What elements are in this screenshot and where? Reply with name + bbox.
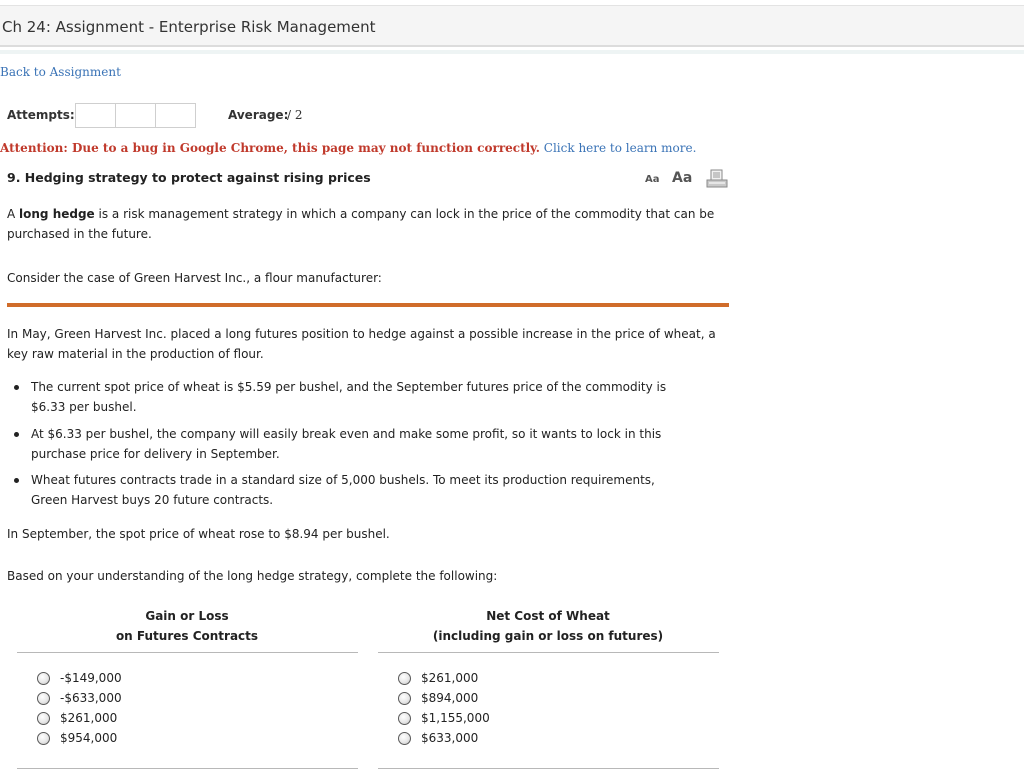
option-label: $894,000 — [421, 691, 479, 705]
col2-header-line-2: (including gain or loss on futures) — [432, 629, 664, 643]
bullet-line-2: Green Harvest buys 20 future contracts. — [31, 493, 274, 507]
attempt-box — [155, 103, 196, 128]
average-value: / 2 — [287, 108, 303, 122]
intro-prefix: A — [7, 207, 20, 221]
col2-top-rule — [378, 652, 719, 653]
learn-more-link[interactable]: Click here to learn more. — [543, 141, 697, 155]
col1-option[interactable] — [37, 688, 122, 708]
september-text: In September, the spot price of wheat rose to $8.94 per bushel. — [7, 527, 390, 541]
radio-button[interactable] — [37, 712, 50, 725]
bullet-line-1: The current spot price of wheat is $5.59 per bushel, and the September futures price of the commodity is — [31, 380, 667, 394]
option-label: -$149,000 — [60, 671, 122, 685]
attempts-label: Attempts: — [7, 108, 75, 122]
average-label: Average: — [228, 108, 289, 122]
bullet-line-1: At $6.33 per bushel, the company will easily break even and make some profit, so it wants to lock in this — [31, 427, 662, 441]
instruction-text: Based on your understanding of the long hedge strategy, complete the following: — [7, 569, 498, 583]
col1-header — [17, 606, 357, 646]
bullet-line-2: purchase price for delivery in September. — [31, 447, 280, 461]
col1-option[interactable] — [37, 668, 122, 688]
bullet-line-1: Wheat futures contracts trade in a standard size of 5,000 bushels. To meet its production requirements, — [31, 473, 655, 487]
radio-button[interactable] — [398, 692, 411, 705]
col2-header — [378, 606, 718, 646]
radio-button[interactable] — [398, 672, 411, 685]
option-label: $1,155,000 — [421, 711, 490, 725]
attention-banner — [0, 141, 696, 155]
header-divider — [0, 50, 1024, 54]
bullet-dot — [14, 432, 19, 437]
option-label: $261,000 — [60, 711, 118, 725]
increase-font-button[interactable]: Aa — [672, 170, 693, 186]
attempt-box — [115, 103, 156, 128]
col2-option[interactable] — [398, 708, 490, 728]
col1-option[interactable] — [37, 728, 117, 748]
col2-option[interactable] — [398, 668, 478, 688]
question-title: 9. Hedging strategy to protect against rising prices — [7, 170, 371, 185]
col2-header-line-1: Net Cost of Wheat — [486, 609, 610, 623]
col2-bottom-rule — [378, 768, 719, 769]
col2-option[interactable] — [398, 688, 478, 708]
scenario-line-2: key raw material in the production of flour. — [7, 347, 264, 361]
header-bar — [0, 5, 1024, 47]
attention-message: Attention: Due to a bug in Google Chrome, this page may not function correctly. — [0, 141, 540, 155]
bullet-dot — [14, 478, 19, 483]
intro-line-2: purchased in the future. — [7, 227, 152, 241]
radio-button[interactable] — [37, 692, 50, 705]
col1-top-rule — [17, 652, 358, 653]
bullet-dot — [14, 385, 19, 390]
long-hedge-definition — [7, 204, 714, 244]
option-label: $954,000 — [60, 731, 118, 745]
decrease-font-button[interactable]: Aa — [645, 174, 660, 185]
consider-text: Consider the case of Green Harvest Inc., a flour manufacturer: — [7, 271, 382, 285]
radio-button[interactable] — [37, 732, 50, 745]
radio-button[interactable] — [37, 672, 50, 685]
page-title: Ch 24: Assignment - Enterprise Risk Management — [2, 18, 376, 36]
col1-header-line-2: on Futures Contracts — [115, 629, 259, 643]
attempt-boxes — [75, 103, 195, 128]
section-divider — [7, 303, 729, 307]
radio-button[interactable] — [398, 712, 411, 725]
col1-option[interactable] — [37, 708, 117, 728]
back-to-assignment-link[interactable]: Back to Assignment — [0, 65, 121, 79]
option-label: -$633,000 — [60, 691, 122, 705]
intro-line-1: is a risk management strategy in which a company can lock in the price of the commodity that can be — [94, 207, 715, 221]
scenario-line-1: In May, Green Harvest Inc. placed a long futures position to hedge against a possible increase in the price of wheat, a — [7, 327, 716, 341]
option-label: $261,000 — [421, 671, 479, 685]
radio-button[interactable] — [398, 732, 411, 745]
col2-option[interactable] — [398, 728, 478, 748]
long-hedge-term: long hedge — [19, 207, 95, 221]
bullet-line-2: $6.33 per bushel. — [31, 400, 137, 414]
option-label: $633,000 — [421, 731, 479, 745]
attempt-box — [75, 103, 116, 128]
scenario-text — [7, 324, 716, 364]
col1-bottom-rule — [17, 768, 358, 769]
print-icon[interactable] — [706, 169, 728, 193]
col1-header-line-1: Gain or Loss — [145, 609, 229, 623]
